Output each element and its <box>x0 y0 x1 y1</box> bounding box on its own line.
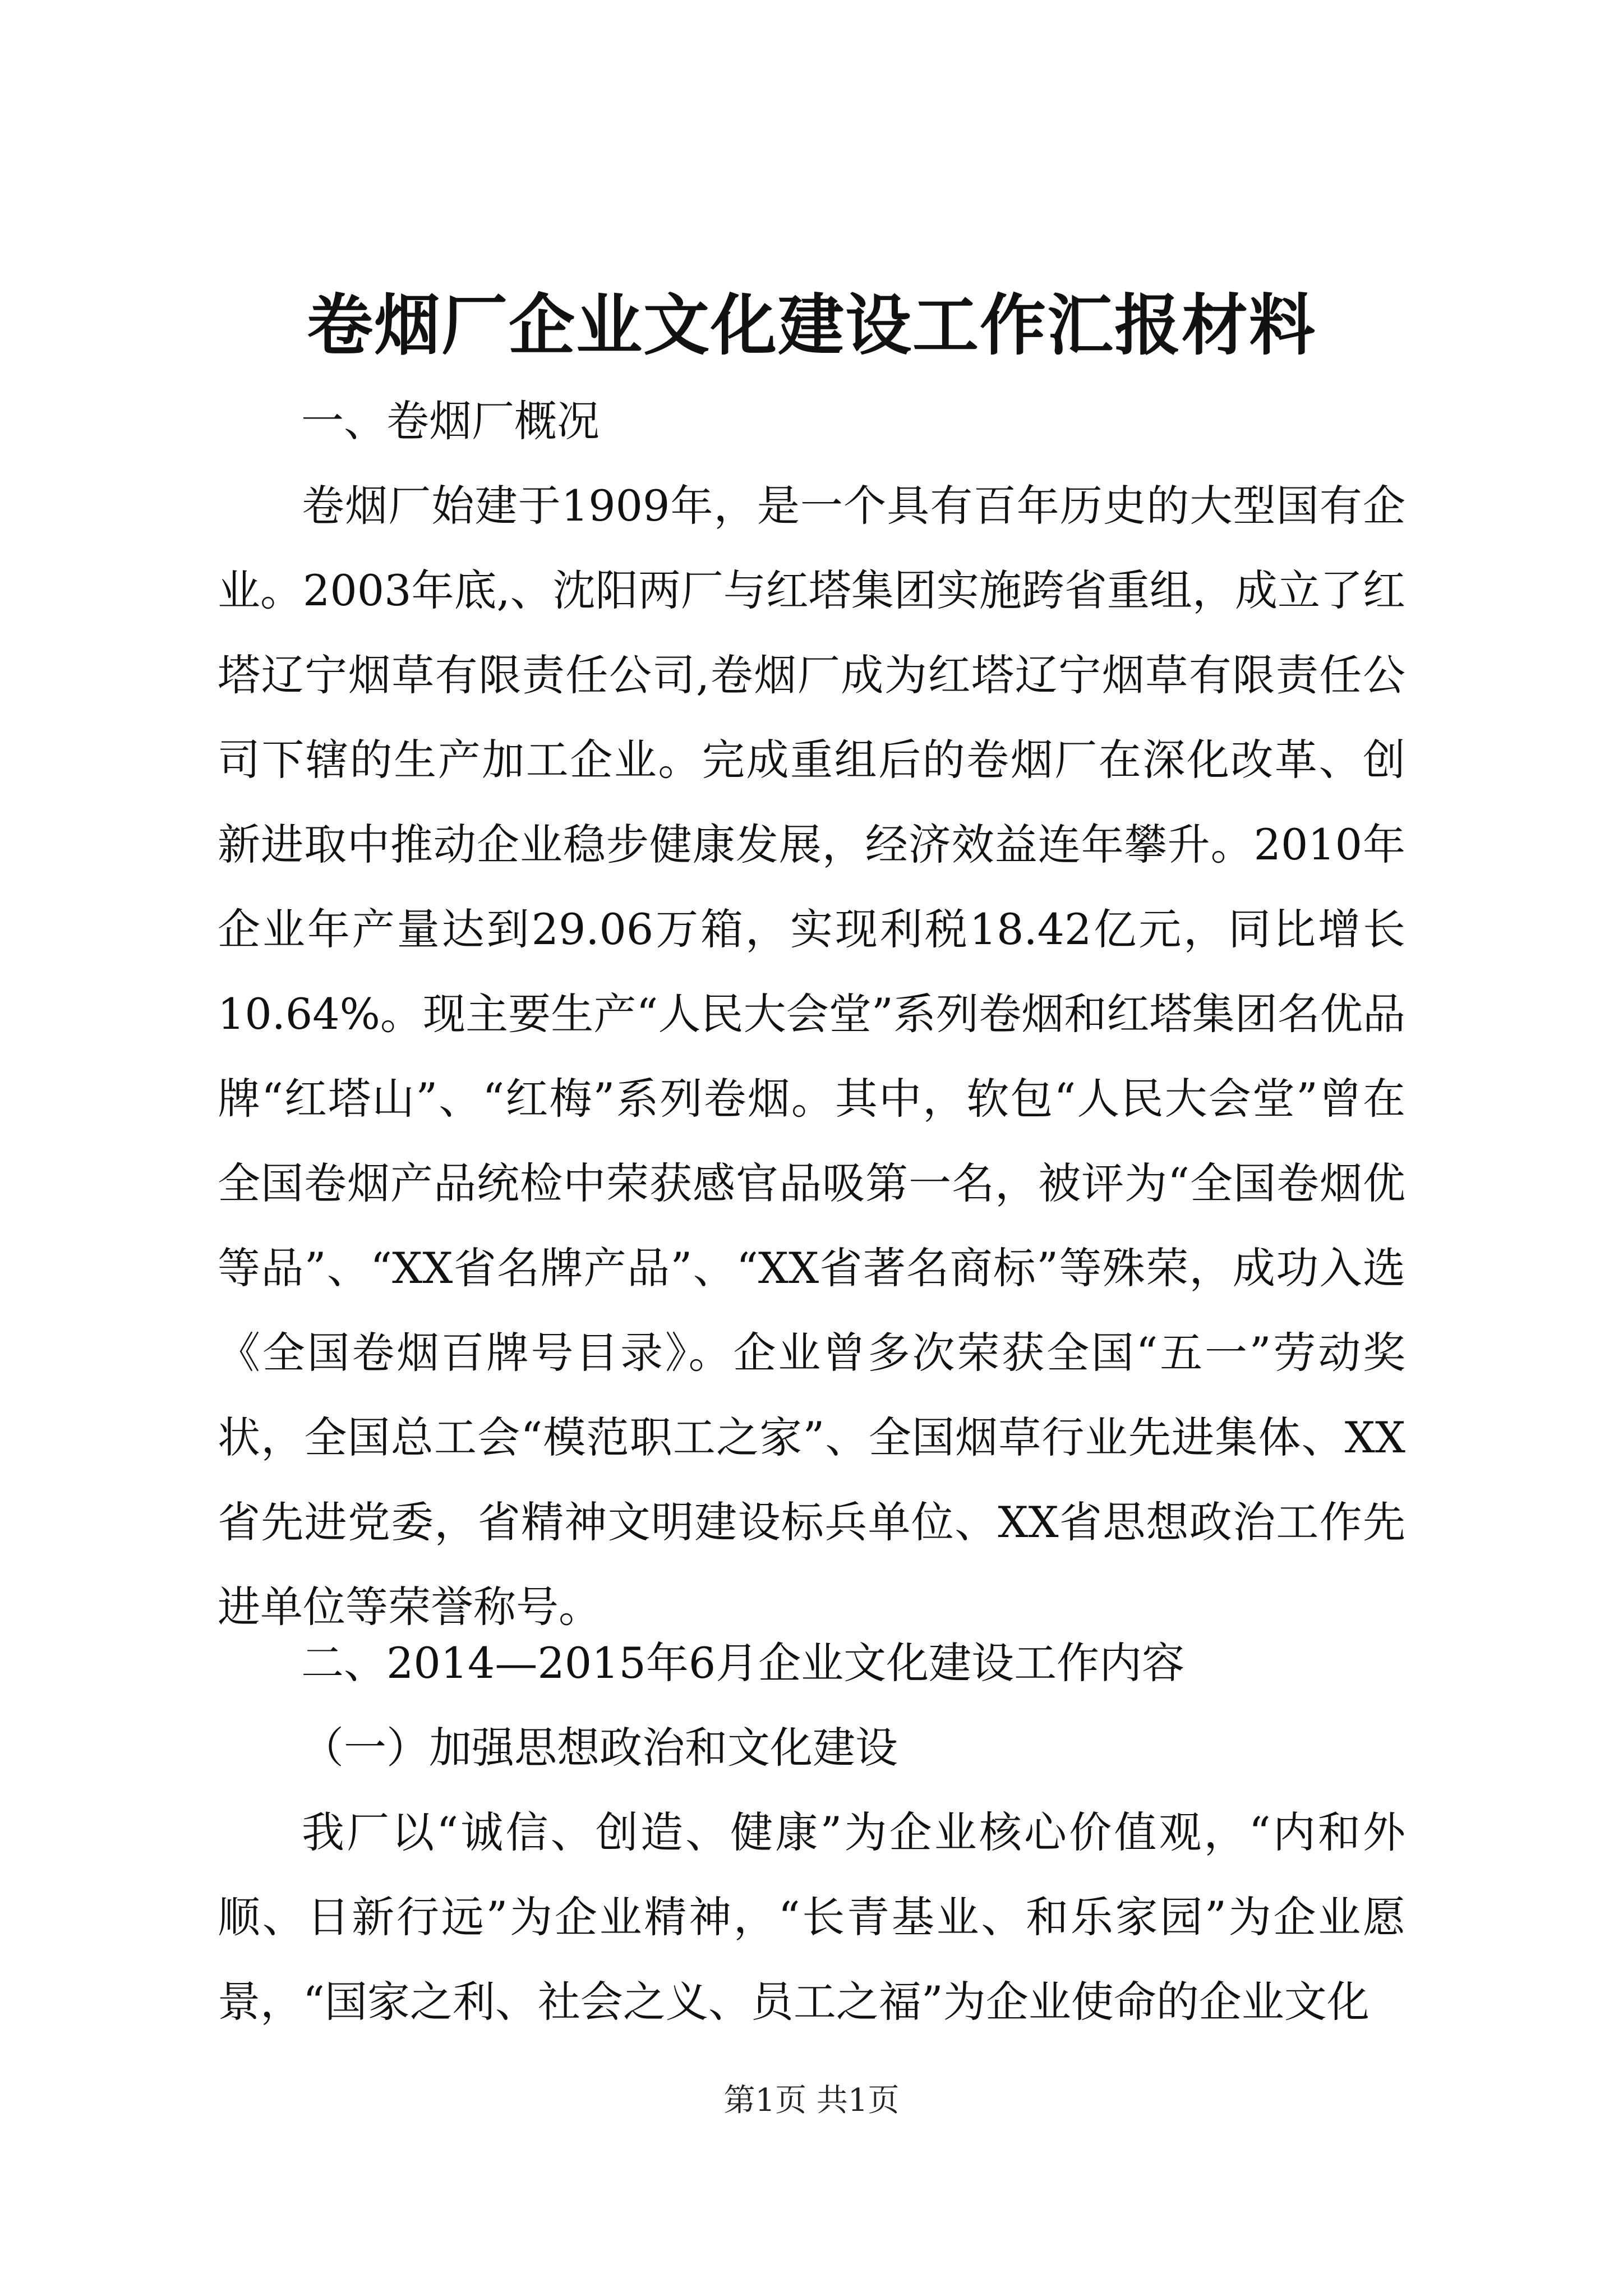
subsection-heading-ideology: （一）加强思想政治和文化建设 <box>301 1723 898 1773</box>
document-title: 卷烟厂企业文化建设工作汇报材料 <box>306 286 1316 364</box>
paragraph-overview: 卷烟厂始建于1909年，是一个具有百年历史的大型国有企业。2003年底,、沈阳两厂与红塔集团实施跨省重组，成立了红塔辽宁烟草有限责任公司,卷烟厂成为红塔辽宁烟草有限责任公司下辖的生产加工企业。完成重组后的卷烟厂在深化改革、创新进取中推动企业稳步健康发展，经济效益连年攀升。2010年企业年产量达到29.06万箱，实现利税18.42亿元，同比增长10.64%。现主要生产“人民大会堂”系列卷烟和红塔集团名优品牌“红塔山”、“红梅”系列卷烟。其中，软包“人民大会堂”曾在全国卷烟产品统检中荣获感官品吸第一名，被评为“全国卷烟优等品”、“XX省名牌产品”、“XX省著名商标”等殊荣，成功入选《全国卷烟百牌号目录》。企业曾多次荣获全国“五一”劳动奖状，全国总工会“模范职工之家”、全国烟草行业先进集体、XX省先进党委，省精神文明建设标兵单位、XX省思想政治工作先进单位等荣誉称号。 <box>218 481 1405 1632</box>
section-heading-culture-work: 二、2014—2015年6月企业文化建设工作内容 <box>301 1638 1185 1688</box>
page-footer: 第1页 共1页 <box>723 2082 900 2119</box>
paragraph-core-values: 我厂以“诚信、创造、健康”为企业核心价值观，“内和外顺、日新行远”为企业精神，“长青基业、和乐家园”为企业愿景，“国家之利、社会之义、员工之福”为企业使命的企业文化 <box>218 1807 1405 2027</box>
section-heading-overview: 一、卷烟厂概况 <box>301 396 600 446</box>
